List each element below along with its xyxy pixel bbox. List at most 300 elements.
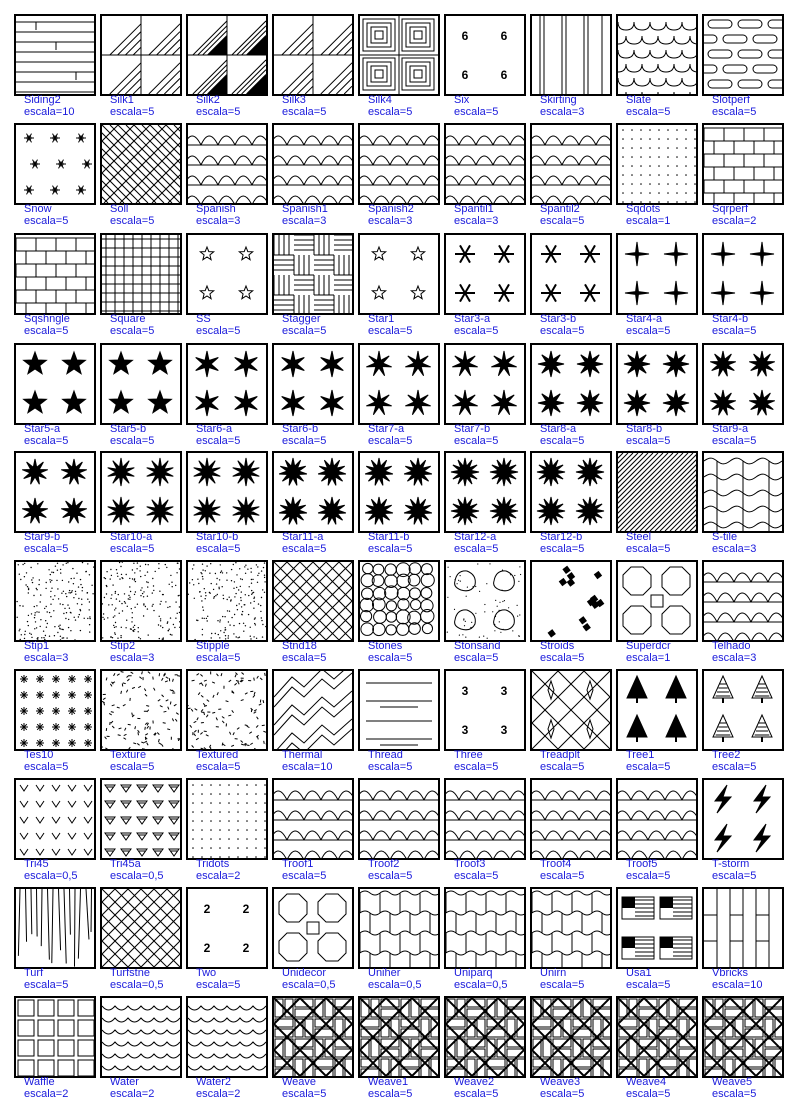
svg-text:2: 2 xyxy=(203,902,211,916)
hatch-pattern-cell xyxy=(444,343,524,450)
pattern-scale: escala=5 xyxy=(196,979,241,991)
hatch-pattern-cell xyxy=(272,996,352,1103)
hatch-pattern-cell xyxy=(272,560,352,667)
pattern-name: Spanish2 xyxy=(368,203,414,215)
treadplate-icon xyxy=(530,669,612,751)
svg-text:3: 3 xyxy=(500,684,508,698)
pattern-name: SS xyxy=(196,313,211,325)
star11-icon xyxy=(358,451,440,533)
weave-icon xyxy=(444,996,526,1078)
weave-icon xyxy=(530,996,612,1078)
pattern-scale: escala=5 xyxy=(282,870,327,882)
pattern-name: Six xyxy=(454,94,470,106)
pattern-scale: escala=0,5 xyxy=(110,870,164,882)
star5-icon xyxy=(100,343,182,425)
pattern-scale: escala=5 xyxy=(24,543,69,555)
pattern-scale: escala=5 xyxy=(282,435,327,447)
pattern-scale: escala=3 xyxy=(24,652,69,664)
star9-icon xyxy=(14,451,96,533)
pattern-name: Tri45 xyxy=(24,858,49,870)
pattern-scale: escala=2 xyxy=(196,1088,241,1100)
pattern-name: Silk2 xyxy=(196,94,220,106)
pattern-name: Waffle xyxy=(24,1076,55,1088)
paver-icon xyxy=(530,887,612,969)
nested-squares-icon xyxy=(358,14,440,96)
pattern-scale: escala=5 xyxy=(196,652,241,664)
pattern-scale: escala=5 xyxy=(712,106,757,118)
star8-icon xyxy=(530,343,612,425)
pattern-name: Spanish xyxy=(196,203,236,215)
waffle-icon xyxy=(14,996,96,1078)
hatch-pattern-cell xyxy=(272,343,352,450)
roof-tile-icon xyxy=(358,778,440,860)
pattern-name: Sqrperf xyxy=(712,203,749,215)
pattern-scale: escala=5 xyxy=(540,870,585,882)
turf-icon xyxy=(14,887,96,969)
hatch-pattern-cell xyxy=(616,14,696,121)
pattern-name: Water xyxy=(110,1076,139,1088)
pattern-scale: escala=3 xyxy=(712,543,757,555)
roof-tile-icon xyxy=(186,123,268,205)
pattern-caption xyxy=(712,423,794,447)
pattern-name: Silk4 xyxy=(368,94,392,106)
hatch-pattern-cell xyxy=(616,560,696,667)
stipple-icon xyxy=(100,560,182,642)
pattern-scale: escala=5 xyxy=(712,1088,757,1100)
hatch-pattern-cell xyxy=(616,887,696,994)
hatch-pattern-cell xyxy=(702,233,782,340)
pattern-scale: escala=5 xyxy=(368,1088,413,1100)
pattern-scale: escala=3 xyxy=(110,652,155,664)
pattern-name: Troof1 xyxy=(282,858,314,870)
pattern-scale: escala=5 xyxy=(540,435,585,447)
pattern-caption xyxy=(712,531,794,555)
pattern-name: Weave5 xyxy=(712,1076,753,1088)
hatch-pattern-cell xyxy=(272,887,352,994)
stipple-icon xyxy=(14,560,96,642)
pattern-name: Silk3 xyxy=(282,94,306,106)
pattern-name: S-tile xyxy=(712,531,738,543)
star8-icon xyxy=(616,343,698,425)
pattern-scale: escala=5 xyxy=(454,870,499,882)
star12-icon xyxy=(530,451,612,533)
pattern-caption xyxy=(712,313,794,337)
asterisk-icon xyxy=(14,669,96,751)
hatch-pattern-cell xyxy=(100,343,180,450)
pattern-name: Skirting xyxy=(540,94,577,106)
pattern-name: T-storm xyxy=(712,858,750,870)
pattern-name: Stones xyxy=(368,640,403,652)
svg-text:6: 6 xyxy=(500,68,508,82)
hatch-pattern-cell xyxy=(14,996,94,1103)
hatch-pattern-cell xyxy=(616,451,696,558)
pattern-scale: escala=5 xyxy=(626,543,671,555)
hatch-pattern-cell xyxy=(14,343,94,450)
pattern-scale: escala=3 xyxy=(540,106,585,118)
pattern-scale: escala=5 xyxy=(626,106,671,118)
pattern-name: Star11-a xyxy=(282,531,324,543)
thread-icon xyxy=(358,669,440,751)
pattern-scale: escala=0,5 xyxy=(24,870,78,882)
stipple-icon xyxy=(186,560,268,642)
hatch-pattern-cell xyxy=(702,887,782,994)
wave-icon xyxy=(186,996,268,1078)
pattern-scale: escala=5 xyxy=(626,1088,671,1100)
pattern-name: Star11-b xyxy=(368,531,410,543)
pattern-name: Weave1 xyxy=(368,1076,409,1088)
pattern-scale: escala=5 xyxy=(540,979,585,991)
pattern-name: Weave xyxy=(282,1076,317,1088)
pattern-caption xyxy=(712,203,794,227)
pattern-name: Stipple xyxy=(196,640,230,652)
hatch-pattern-cell xyxy=(100,560,180,667)
weave-icon xyxy=(272,996,354,1078)
pattern-scale: escala=5 xyxy=(540,543,585,555)
pattern-name: Water2 xyxy=(196,1076,232,1088)
star3-icon xyxy=(444,233,526,315)
pattern-name: Unirn xyxy=(540,967,567,979)
pattern-caption xyxy=(712,1076,794,1100)
pattern-name: Star6-a xyxy=(196,423,233,435)
pattern-name: Star3-b xyxy=(540,313,577,325)
pattern-name: Vbricks xyxy=(712,967,749,979)
pattern-caption xyxy=(712,640,794,664)
pattern-name: Telhado xyxy=(712,640,751,652)
pattern-scale: escala=5 xyxy=(110,325,155,337)
hatch-pattern-cell xyxy=(186,669,266,776)
hatch-pattern-cell xyxy=(530,778,610,885)
hatch-pattern-cell xyxy=(100,123,180,230)
dots-icon xyxy=(186,778,268,860)
stones-icon xyxy=(358,560,440,642)
hatch-pattern-cell xyxy=(100,887,180,994)
pattern-scale: escala=5 xyxy=(24,215,69,227)
hatch-pattern-cell xyxy=(100,233,180,340)
pattern-name: Star5-a xyxy=(24,423,61,435)
pattern-scale: escala=5 xyxy=(368,325,413,337)
slots-icon xyxy=(702,14,784,96)
hatch-pattern-cell xyxy=(272,669,352,776)
hatch-pattern-cell xyxy=(272,14,352,121)
hatch-pattern-cell xyxy=(702,669,782,776)
pattern-name: Tridots xyxy=(196,858,230,870)
pattern-scale: escala=5 xyxy=(454,106,499,118)
hatch-pattern-cell xyxy=(272,233,352,340)
pattern-name: Troof5 xyxy=(626,858,658,870)
pattern-name: Star1 xyxy=(368,313,395,325)
pattern-name: Stroids xyxy=(540,640,575,652)
hatch-pattern-cell xyxy=(530,343,610,450)
star4-icon xyxy=(616,233,698,315)
star7-icon xyxy=(358,343,440,425)
pattern-scale: escala=5 xyxy=(196,761,241,773)
pattern-name: Star7-a xyxy=(368,423,405,435)
pattern-scale: escala=5 xyxy=(626,325,671,337)
pattern-name: Silk1 xyxy=(110,94,134,106)
hatch-pattern-cell xyxy=(358,560,438,667)
pattern-scale: escala=5 xyxy=(540,1088,585,1100)
weave-icon xyxy=(616,996,698,1078)
hatch-pattern-cell xyxy=(530,123,610,230)
chevron-icon xyxy=(14,778,96,860)
hatch-pattern-cell xyxy=(702,778,782,885)
pattern-scale: escala=5 xyxy=(368,435,413,447)
pattern-name: Uniparq xyxy=(454,967,493,979)
tree-icon xyxy=(616,669,698,751)
hatch-pattern-cell xyxy=(616,778,696,885)
hatch-pattern-cell xyxy=(616,669,696,776)
pattern-name: Slotperf xyxy=(712,94,750,106)
star4-icon xyxy=(702,233,784,315)
pattern-name: Turf xyxy=(24,967,44,979)
pattern-name: Soll xyxy=(110,203,129,215)
pattern-name: Thermal xyxy=(282,749,323,761)
star12-icon xyxy=(444,451,526,533)
stagger-icon xyxy=(272,233,354,315)
s-tile-icon xyxy=(702,451,784,533)
pattern-name: Troof3 xyxy=(454,858,486,870)
pattern-scale: escala=5 xyxy=(712,435,757,447)
star9-icon xyxy=(702,343,784,425)
pattern-scale: escala=5 xyxy=(110,543,155,555)
hatch-pattern-cell xyxy=(530,451,610,558)
pattern-name: Spanish1 xyxy=(282,203,328,215)
hatch-pattern-cell xyxy=(186,343,266,450)
brick-icon xyxy=(14,233,96,315)
pattern-name: Star7-b xyxy=(454,423,491,435)
pattern-name: Star8-a xyxy=(540,423,577,435)
pattern-scale: escala=5 xyxy=(110,761,155,773)
pattern-scale: escala=5 xyxy=(24,435,69,447)
svg-text:6: 6 xyxy=(461,68,469,82)
pattern-name: Unidecor xyxy=(282,967,327,979)
pattern-scale: escala=5 xyxy=(368,106,413,118)
dots-icon xyxy=(616,123,698,205)
pattern-scale: escala=2 xyxy=(712,215,757,227)
pattern-scale: escala=2 xyxy=(196,870,241,882)
pattern-name: Star3-a xyxy=(454,313,491,325)
diagonal-quads-icon xyxy=(100,14,182,96)
hatch-pattern-cell xyxy=(100,451,180,558)
pattern-name: Steel xyxy=(626,531,652,543)
pattern-scale: escala=5 xyxy=(626,761,671,773)
pattern-scale: escala=0,5 xyxy=(454,979,508,991)
pattern-scale: escala=5 xyxy=(712,325,757,337)
svg-text:2: 2 xyxy=(242,902,250,916)
svg-text:6: 6 xyxy=(500,29,508,43)
pattern-name: Stip1 xyxy=(24,640,50,652)
hatch-pattern-cell xyxy=(702,123,782,230)
pattern-name: Siding2 xyxy=(24,94,61,106)
hatch-pattern-cell xyxy=(272,451,352,558)
pattern-caption xyxy=(712,749,794,773)
hatch-pattern-cell xyxy=(14,778,94,885)
octagon-icon xyxy=(272,887,354,969)
star6-icon xyxy=(186,343,268,425)
pattern-name: Superdcr xyxy=(626,640,671,652)
hatch-pattern-cell xyxy=(530,887,610,994)
hatch-pattern-cell xyxy=(444,560,524,667)
pattern-scale: escala=10 xyxy=(24,106,75,118)
roof-tile-icon xyxy=(444,778,526,860)
hatch-pattern-cell xyxy=(702,14,782,121)
pattern-name: Weave2 xyxy=(454,1076,495,1088)
pattern-name: Turfstne xyxy=(110,967,150,979)
hatch-pattern-cell xyxy=(186,451,266,558)
pattern-scale: escala=5 xyxy=(282,543,327,555)
pattern-scale: escala=5 xyxy=(368,761,413,773)
hatch-pattern-cell xyxy=(100,996,180,1103)
star10-icon xyxy=(186,451,268,533)
hatch-pattern-cell xyxy=(186,233,266,340)
hatch-pattern-cell xyxy=(14,123,94,230)
paver-icon xyxy=(444,887,526,969)
basketweave-icon xyxy=(100,123,182,205)
pattern-name: Treadplt xyxy=(540,749,580,761)
pattern-name: Star12-a xyxy=(454,531,497,543)
roof-tile-icon xyxy=(272,778,354,860)
pattern-scale: escala=5 xyxy=(368,870,413,882)
pattern-scale: escala=5 xyxy=(368,543,413,555)
pattern-scale: escala=0,5 xyxy=(110,979,164,991)
vertical-lines-icon xyxy=(530,14,612,96)
pattern-scale: escala=5 xyxy=(368,652,413,664)
hatch-pattern-cell xyxy=(444,123,524,230)
pattern-scale: escala=5 xyxy=(24,325,69,337)
hatch-pattern-cell xyxy=(358,14,438,121)
stonsand-icon xyxy=(444,560,526,642)
pattern-name: Star8-b xyxy=(626,423,663,435)
hatch-pattern-cell xyxy=(616,123,696,230)
pattern-name: Tree2 xyxy=(712,749,741,761)
diagonal-quads-icon xyxy=(186,14,268,96)
pattern-name: Star12-b xyxy=(540,531,583,543)
hatch-pattern-cell xyxy=(444,451,524,558)
star10-icon xyxy=(100,451,182,533)
pattern-scale: escala=5 xyxy=(626,979,671,991)
hatch-pattern-cell xyxy=(702,451,782,558)
pattern-name: Sqshngle xyxy=(24,313,70,325)
weave-icon xyxy=(702,996,784,1078)
diamond-lattice-icon xyxy=(272,560,354,642)
pattern-scale: escala=5 xyxy=(282,106,327,118)
flag-icon xyxy=(616,887,698,969)
triangle-icon xyxy=(100,778,182,860)
pattern-scale: escala=2 xyxy=(110,1088,155,1100)
pattern-name: Uniher xyxy=(368,967,401,979)
pattern-scale: escala=5 xyxy=(454,435,499,447)
hatch-pattern-cell xyxy=(702,343,782,450)
snowflake-icon xyxy=(14,123,96,205)
pattern-name: Stonsand xyxy=(454,640,501,652)
roof-tile-icon xyxy=(616,778,698,860)
pattern-name: Stagger xyxy=(282,313,321,325)
star11-icon xyxy=(272,451,354,533)
hatch-pattern-cell xyxy=(186,560,266,667)
pattern-scale: escala=5 xyxy=(196,325,241,337)
hatch-pattern-cell xyxy=(186,887,266,994)
pattern-scale: escala=3 xyxy=(712,652,757,664)
hatch-pattern-cell xyxy=(358,996,438,1103)
pattern-caption xyxy=(712,94,794,118)
digit-three-icon xyxy=(444,669,526,751)
texture-icon xyxy=(100,669,182,751)
hatch-pattern-cell xyxy=(444,14,524,121)
pattern-name: Spantil2 xyxy=(540,203,580,215)
tree-icon xyxy=(702,669,784,751)
square-grid-icon xyxy=(100,233,182,315)
pattern-name: Textured xyxy=(196,749,239,761)
pattern-scale: escala=5 xyxy=(196,106,241,118)
pattern-scale: escala=1 xyxy=(626,652,671,664)
star7-icon xyxy=(444,343,526,425)
pattern-scale: escala=5 xyxy=(540,215,585,227)
hatch-pattern-cell xyxy=(272,123,352,230)
hatch-pattern-cell xyxy=(100,669,180,776)
pattern-caption xyxy=(712,967,794,991)
pattern-scale: escala=5 xyxy=(540,761,585,773)
svg-text:3: 3 xyxy=(461,723,469,737)
hatch-pattern-cell xyxy=(444,669,524,776)
hatch-pattern-cell xyxy=(14,451,94,558)
hatch-icon xyxy=(616,451,698,533)
pattern-name: Tes10 xyxy=(24,749,54,761)
wave-icon xyxy=(100,996,182,1078)
roof-tile-icon xyxy=(358,123,440,205)
pattern-name: Troof4 xyxy=(540,858,572,870)
pattern-scale: escala=10 xyxy=(282,761,333,773)
pattern-name: Star10-a xyxy=(110,531,153,543)
digit-two-icon xyxy=(186,887,268,969)
pattern-name: Tree1 xyxy=(626,749,655,761)
roof-tile-icon xyxy=(272,123,354,205)
hatch-pattern-cell xyxy=(530,14,610,121)
hatch-pattern-cell xyxy=(530,560,610,667)
pattern-scale: escala=5 xyxy=(454,325,499,337)
svg-text:3: 3 xyxy=(500,723,508,737)
scales-icon xyxy=(616,14,698,96)
pattern-name: Tri45a xyxy=(110,858,141,870)
hatch-pattern-cell xyxy=(358,233,438,340)
brick-icon xyxy=(702,123,784,205)
hatch-pattern-cell xyxy=(616,343,696,450)
pattern-scale: escala=3 xyxy=(454,215,499,227)
pattern-scale: escala=5 xyxy=(24,979,69,991)
pattern-name: Sqdots xyxy=(626,203,661,215)
roof-tile-icon xyxy=(444,123,526,205)
paver-icon xyxy=(358,887,440,969)
pattern-scale: escala=3 xyxy=(282,215,327,227)
pattern-scale: escala=3 xyxy=(368,215,413,227)
pattern-name: Weave4 xyxy=(626,1076,667,1088)
vbrick-icon xyxy=(702,887,784,969)
hatch-pattern-cell xyxy=(100,14,180,121)
pattern-name: Two xyxy=(196,967,217,979)
hatch-pattern-cell xyxy=(186,123,266,230)
hatch-pattern-cell xyxy=(14,233,94,340)
pattern-name: Star5-b xyxy=(110,423,147,435)
pattern-name: Slate xyxy=(626,94,652,106)
lightning-icon xyxy=(702,778,784,860)
svg-text:2: 2 xyxy=(203,941,211,955)
star6-icon xyxy=(272,343,354,425)
pattern-scale: escala=5 xyxy=(282,1088,327,1100)
pattern-name: Usa1 xyxy=(626,967,652,979)
pattern-scale: escala=5 xyxy=(282,325,327,337)
hatch-pattern-cell xyxy=(530,233,610,340)
hatch-pattern-cell xyxy=(530,996,610,1103)
pattern-scale: escala=5 xyxy=(454,1088,499,1100)
